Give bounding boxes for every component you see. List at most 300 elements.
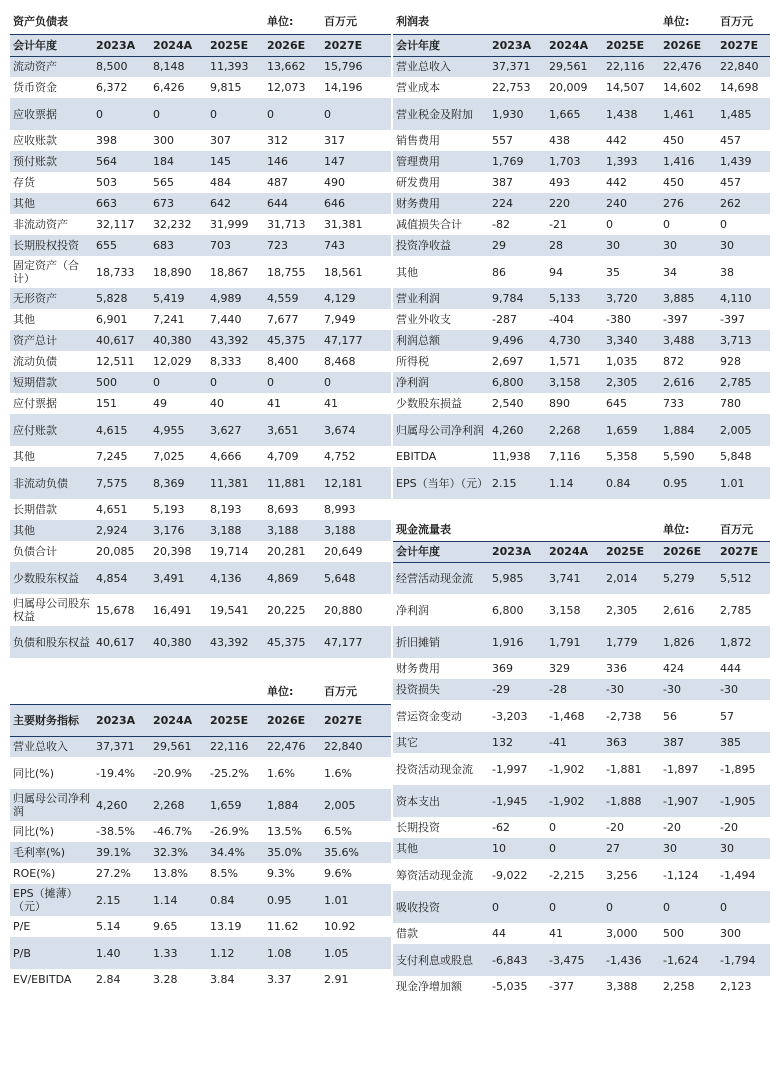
income_statement-row [393, 351, 770, 372]
row-value: 2,123 [720, 980, 752, 993]
row-value: 3,188 [264, 520, 321, 541]
row-value: 11,881 [264, 467, 321, 499]
row-value: 385 [717, 732, 770, 753]
row-label: P/E [13, 920, 31, 933]
row-value: 438 [549, 134, 570, 147]
row-value: 5,193 [153, 503, 185, 516]
key_ratios-row [10, 757, 391, 789]
row-value: 8,193 [210, 503, 242, 516]
cash_flow-row [393, 700, 770, 732]
blank-cell [489, 519, 546, 541]
unit-label: 单位: [264, 680, 321, 704]
row-value: 3,491 [150, 562, 207, 594]
row-value: 642 [207, 193, 264, 214]
row-value: 6,372 [96, 81, 128, 94]
row-value: 22,476 [264, 736, 321, 757]
row-value: 2,005 [321, 789, 391, 821]
row-value: 7,116 [549, 450, 581, 463]
section-title: 利润表 [393, 10, 489, 34]
row-value: 4,615 [93, 414, 150, 446]
row-value: 2,305 [603, 372, 660, 393]
row-value: 644 [264, 193, 321, 214]
blank-cell [150, 10, 207, 34]
row-value: 13.8% [153, 867, 188, 880]
row-value: 262 [717, 193, 770, 214]
row-value: -28 [546, 679, 603, 700]
row-value: 300 [153, 134, 174, 147]
row-value: 32,232 [153, 218, 192, 231]
row-label: 应收票据 [10, 98, 93, 130]
cash_flow-row [393, 891, 770, 923]
row-value: 0 [207, 372, 264, 393]
header-year: 2023A [489, 34, 546, 56]
row-value: 220 [546, 193, 603, 214]
row-value: 9.3% [267, 867, 295, 880]
row-value: 780 [720, 397, 741, 410]
row-value: 1,769 [489, 151, 546, 172]
row-value: 723 [264, 235, 321, 256]
left-financial-table [10, 10, 391, 990]
row-value: 9.65 [153, 920, 178, 933]
row-value: 40,617 [93, 626, 150, 658]
row-value: 457 [720, 134, 741, 147]
row-value: 387 [492, 176, 513, 189]
row-value: 14,196 [324, 81, 363, 94]
row-value: 5.14 [96, 920, 121, 933]
row-value: 8,333 [210, 355, 242, 368]
row-value: 5,590 [663, 450, 695, 463]
row-value: -397 [720, 313, 745, 326]
row-value: -41 [546, 732, 603, 753]
row-value: 1,884 [264, 789, 321, 821]
row-label: 短期借款 [10, 372, 93, 393]
row-value: 0 [489, 891, 546, 923]
header-label: 会计年度 [393, 541, 489, 562]
right-panel [393, 10, 770, 997]
row-value: 3,340 [603, 330, 660, 351]
row-value: 5,133 [546, 288, 603, 309]
header-year: 2027E [321, 34, 391, 56]
income_statement-title-row [393, 10, 770, 34]
row-value: 15,678 [96, 603, 135, 617]
row-label: 无形资产 [10, 288, 93, 309]
row-label: 吸收投资 [393, 891, 489, 923]
row-value: 1,791 [546, 626, 603, 658]
row-value: 503 [96, 176, 117, 189]
row-value: 7,440 [210, 313, 242, 326]
row-value: 28 [546, 235, 603, 256]
row-value: 2,616 [663, 603, 695, 617]
blank-cell [603, 499, 660, 519]
row-value: 40,617 [93, 330, 150, 351]
row-label: 归属母公司净利润 [10, 789, 93, 821]
row-value: 31,999 [210, 218, 249, 231]
row-value: 0.84 [603, 467, 660, 499]
header-year: 2024A [150, 704, 207, 736]
header-year: 2023A [489, 541, 546, 562]
row-value: 27 [603, 838, 660, 859]
row-value: -1,794 [717, 944, 770, 976]
header-year: 2027E [717, 541, 770, 562]
row-value: 37,371 [93, 736, 150, 757]
row-value: 5,828 [93, 288, 150, 309]
cash_flow-title-row [393, 519, 770, 541]
row-value: 1.33 [150, 937, 207, 969]
row-value: 11,393 [207, 56, 264, 77]
header-label: 会计年度 [10, 34, 93, 56]
section-title: 现金流量表 [393, 519, 489, 541]
blank-cell [489, 499, 546, 519]
row-value: 0 [207, 98, 264, 130]
row-value: 0 [606, 218, 613, 231]
row-label: 同比(%) [13, 766, 55, 780]
row-value: 145 [207, 151, 264, 172]
row-value: 3.37 [267, 973, 292, 986]
row-value: 43,392 [207, 626, 264, 658]
row-label: 流动资产 [10, 56, 93, 77]
row-label: 毛利率(%) [10, 842, 93, 863]
row-value: 3,176 [150, 520, 207, 541]
unit-value: 百万元 [321, 10, 391, 34]
blank-cell [264, 658, 321, 680]
row-value: 12,073 [267, 81, 306, 94]
row-value: 8,400 [267, 355, 299, 368]
row-value: -1,902 [546, 785, 603, 817]
section-title-blank [10, 680, 93, 704]
balance_sheet-row [10, 499, 391, 520]
spacer-row [393, 499, 770, 519]
row-label: 其他 [13, 450, 35, 463]
row-value: 3,885 [660, 288, 717, 309]
row-value: 6,800 [489, 372, 546, 393]
row-value: -20 [606, 821, 624, 834]
row-value: 9,815 [210, 81, 242, 94]
income_statement-row [393, 330, 770, 351]
row-label: 营运资金变动 [396, 709, 462, 723]
row-value: 20,281 [267, 545, 306, 558]
row-value: 450 [663, 176, 684, 189]
row-value: 40,380 [150, 626, 207, 658]
blank-cell [603, 519, 660, 541]
row-value: 240 [603, 193, 660, 214]
blank-cell [660, 499, 717, 519]
row-value: 1,826 [660, 626, 717, 658]
balance_sheet-row [10, 372, 391, 393]
row-label: 财务费用 [393, 193, 489, 214]
row-value: 14,602 [663, 81, 702, 94]
row-value: 7,241 [153, 313, 185, 326]
row-label: 其他 [10, 520, 93, 541]
row-value: 307 [210, 134, 231, 147]
key_ratios-row [10, 937, 391, 969]
key_ratios-row [10, 821, 391, 842]
row-value: 11,938 [492, 450, 531, 463]
row-value: -2,215 [549, 868, 585, 882]
row-value: 4,752 [324, 450, 356, 463]
balance_sheet-row [10, 77, 391, 98]
row-label: 支付利息或股息 [393, 944, 489, 976]
key_ratios-header-row [10, 704, 391, 736]
row-value: 565 [153, 176, 174, 189]
row-label: 其他 [396, 265, 418, 279]
row-value: 3,188 [321, 520, 391, 541]
row-value: 8.5% [210, 867, 238, 880]
row-value: 1,916 [489, 626, 546, 658]
blank-cell [10, 658, 93, 680]
row-value: 0 [603, 891, 660, 923]
row-label: 归属母公司股东权益 [13, 597, 90, 623]
row-value: -1,902 [549, 762, 585, 776]
row-value: 35 [606, 265, 620, 279]
right-financial-table [393, 10, 770, 997]
row-value: -30 [660, 679, 717, 700]
row-label: 经营活动现金流 [393, 562, 489, 594]
header-year: 2024A [546, 34, 603, 56]
row-value: 31,381 [324, 218, 363, 231]
row-value: -20 [720, 821, 738, 834]
income_statement-row [393, 151, 770, 172]
row-value: 40,380 [150, 330, 207, 351]
row-label: 预付账款 [10, 151, 93, 172]
row-value: -287 [492, 313, 517, 326]
row-value: 94 [549, 265, 563, 279]
row-value: 4,869 [264, 562, 321, 594]
income_statement-row [393, 288, 770, 309]
row-value: 4,989 [207, 288, 264, 309]
row-label: 资产总计 [10, 330, 93, 351]
row-value: -19.4% [96, 766, 135, 780]
row-label: 营业成本 [396, 81, 440, 94]
row-value: 0 [717, 891, 770, 923]
row-value: 39.1% [93, 842, 150, 863]
row-label: 所得税 [396, 355, 429, 368]
row-value: 2,785 [720, 603, 752, 617]
row-label: 负债合计 [13, 545, 57, 558]
header-year: 2027E [321, 704, 391, 736]
row-value: 1,439 [717, 151, 770, 172]
balance_sheet-row [10, 562, 391, 594]
row-value: 0 [546, 891, 603, 923]
income_statement-row [393, 393, 770, 414]
row-value: -20 [663, 821, 681, 834]
row-value: 40 [210, 397, 224, 410]
row-value: 12,029 [153, 355, 192, 368]
row-value: 0 [264, 98, 321, 130]
header-year: 2023A [93, 34, 150, 56]
row-value: 5,648 [321, 562, 391, 594]
cash_flow-row [393, 859, 770, 891]
row-value: 0 [720, 218, 727, 231]
row-label: 资本支出 [393, 785, 489, 817]
income_statement-row [393, 98, 770, 130]
row-value: 5,358 [606, 450, 638, 463]
cash_flow-row [393, 594, 770, 626]
income_statement-row [393, 77, 770, 98]
blank-cell [207, 10, 264, 34]
row-label: 非流动负债 [10, 467, 93, 499]
income_statement-row [393, 193, 770, 214]
row-value: 12,181 [321, 467, 391, 499]
header-year: 2025E [603, 541, 660, 562]
row-value: 2,258 [663, 980, 695, 993]
header-year: 2026E [264, 34, 321, 56]
row-value: 3,158 [549, 603, 581, 617]
header-year: 2025E [603, 34, 660, 56]
row-value: -1,897 [663, 762, 699, 776]
row-value: 6.5% [324, 825, 352, 838]
row-value: 8,500 [93, 56, 150, 77]
row-value: 34.4% [207, 842, 264, 863]
balance_sheet-row [10, 172, 391, 193]
cash_flow-row [393, 626, 770, 658]
balance_sheet-header-row [10, 34, 391, 56]
row-label: 现金净增加额 [396, 980, 462, 993]
row-value: 5,985 [489, 562, 546, 594]
balance_sheet-row [10, 309, 391, 330]
income_statement-header-row [393, 34, 770, 56]
key_ratios-row [10, 789, 391, 821]
row-value: 363 [603, 732, 660, 753]
row-value: -3,475 [546, 944, 603, 976]
row-value: 442 [606, 176, 627, 189]
row-value: 7,949 [324, 313, 356, 326]
row-value: 35.0% [264, 842, 321, 863]
row-value: 2,014 [603, 562, 660, 594]
row-value: 29,561 [546, 56, 603, 77]
row-value: 1,485 [717, 98, 770, 130]
row-value: 30 [717, 838, 770, 859]
row-value: 4,666 [210, 450, 242, 463]
row-value: 11,381 [207, 467, 264, 499]
row-value: 18,890 [153, 265, 192, 279]
header-year: 2026E [264, 704, 321, 736]
cash_flow-row [393, 838, 770, 859]
blank-cell [489, 10, 546, 34]
row-value: 0 [93, 98, 150, 130]
row-value: 11.62 [267, 920, 299, 933]
header-year: 2024A [546, 541, 603, 562]
row-value: 872 [663, 355, 684, 368]
income_statement-row [393, 172, 770, 193]
row-value: 41 [267, 397, 281, 410]
row-value: -6,843 [489, 944, 546, 976]
row-value: 2,616 [660, 372, 717, 393]
row-value: 1,393 [603, 151, 660, 172]
row-label: 研发费用 [396, 176, 440, 189]
row-label: 其它 [393, 732, 489, 753]
row-label: 应付票据 [13, 397, 57, 410]
row-value: 743 [321, 235, 391, 256]
row-label: EPS（当年）（元） [393, 467, 489, 499]
row-value: 12,511 [96, 355, 135, 368]
row-value: -397 [663, 313, 688, 326]
row-value: 30 [660, 235, 717, 256]
unit-label: 单位: [660, 10, 717, 34]
row-value: 500 [663, 927, 684, 940]
row-value: 0 [663, 218, 670, 231]
row-value: 398 [96, 134, 117, 147]
row-value: -30 [603, 679, 660, 700]
row-value: 0 [150, 98, 207, 130]
row-value: 369 [492, 662, 513, 675]
row-value: 4,260 [489, 414, 546, 446]
key_ratios-row [10, 842, 391, 863]
income_statement-row [393, 235, 770, 256]
row-label: 营业利润 [393, 288, 489, 309]
row-value: 41 [324, 397, 338, 410]
cash_flow-row [393, 753, 770, 785]
row-value: 1.12 [207, 937, 264, 969]
row-value: 4,955 [150, 414, 207, 446]
balance_sheet-row [10, 541, 391, 562]
row-label: 同比(%) [13, 825, 55, 838]
cash_flow-row [393, 732, 770, 753]
row-label: 销售费用 [396, 134, 440, 147]
row-value: 487 [267, 176, 288, 189]
row-label: 投资损失 [393, 679, 489, 700]
row-value: 13,662 [264, 56, 321, 77]
row-value: 4,709 [267, 450, 299, 463]
cash_flow-row [393, 562, 770, 594]
row-value: 4,129 [321, 288, 391, 309]
row-value: 1,438 [603, 98, 660, 130]
row-value: 3,000 [606, 927, 638, 940]
blank-cell [321, 658, 391, 680]
blank-cell [207, 680, 264, 704]
row-value: 3,741 [546, 562, 603, 594]
row-value: -2,738 [606, 709, 642, 723]
row-value: -9,022 [492, 868, 528, 882]
row-value: 557 [492, 134, 513, 147]
row-label: 长期投资 [396, 821, 440, 834]
row-value: 683 [150, 235, 207, 256]
row-label: 非流动资产 [13, 218, 68, 231]
unit-value: 百万元 [717, 519, 770, 541]
row-value: 300 [720, 927, 741, 940]
row-value: 8,369 [150, 467, 207, 499]
row-value: 34 [663, 265, 677, 279]
row-label: 投资活动现金流 [396, 762, 473, 776]
row-value: 0.84 [207, 884, 264, 916]
row-value: 7,025 [153, 450, 185, 463]
key_ratios-row [10, 736, 391, 757]
row-value: 1,035 [606, 355, 638, 368]
row-label: 投资净收益 [393, 235, 489, 256]
cash_flow-row [393, 679, 770, 700]
balance_sheet-row [10, 393, 391, 414]
row-label: 长期借款 [13, 503, 57, 516]
row-label: EV/EBITDA [13, 973, 72, 986]
row-value: 1,571 [549, 355, 581, 368]
row-value: 49 [153, 397, 167, 410]
row-value: 645 [606, 397, 627, 410]
cash_flow-row [393, 923, 770, 944]
key_ratios-row [10, 884, 391, 916]
row-value: 276 [660, 193, 717, 214]
row-value: 3.84 [210, 973, 235, 986]
balance_sheet-row [10, 414, 391, 446]
row-value: 1,779 [603, 626, 660, 658]
row-value: 0 [321, 98, 391, 130]
row-value: -46.7% [153, 825, 192, 838]
header-year: 2024A [150, 34, 207, 56]
row-value: 2.91 [324, 973, 349, 986]
row-value: 4,730 [546, 330, 603, 351]
row-value: 484 [210, 176, 231, 189]
blank-cell [603, 10, 660, 34]
row-value: -1,624 [660, 944, 717, 976]
row-value: 564 [93, 151, 150, 172]
